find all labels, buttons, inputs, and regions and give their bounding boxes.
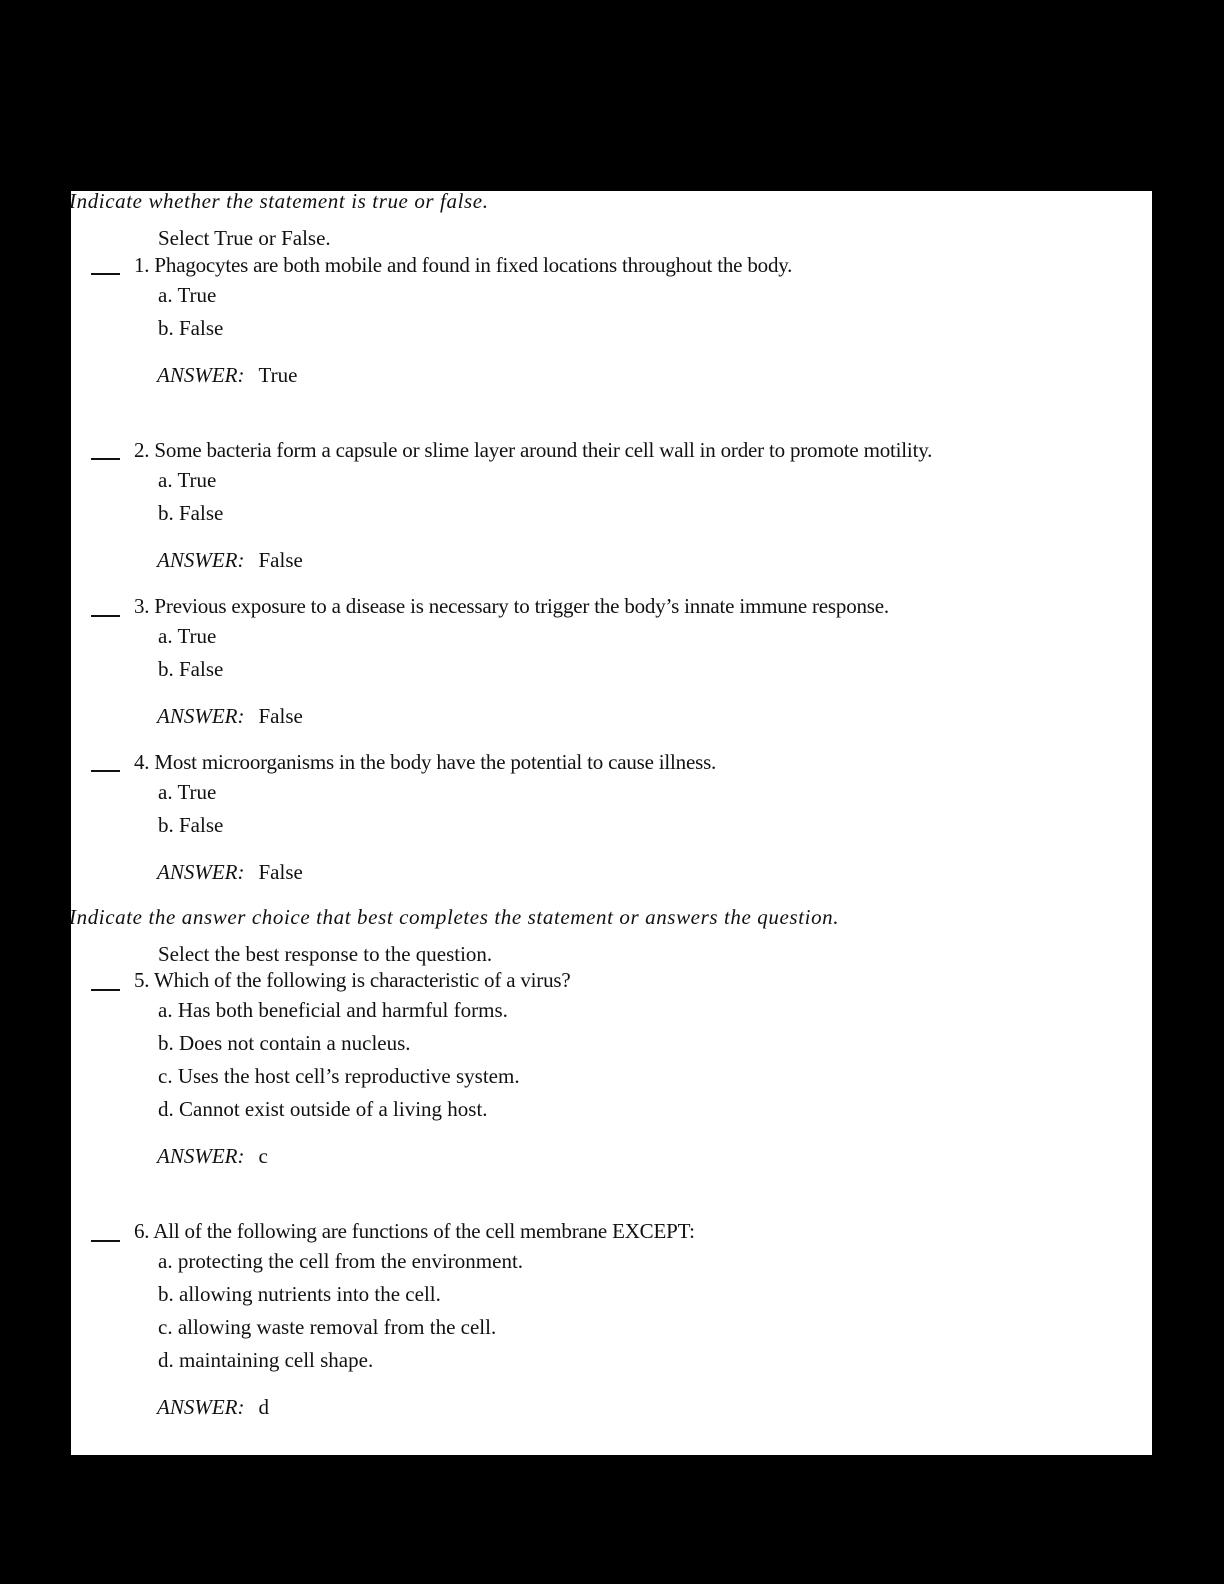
question-5-option-a: a. Has both beneficial and harmful forms. bbox=[158, 998, 508, 1022]
question-text: Phagocytes are both mobile and found in fixed locations throughout the body. bbox=[154, 253, 793, 277]
question-3 bbox=[134, 594, 889, 619]
question-3-option-b: b. False bbox=[158, 657, 224, 681]
answer-blank-5[interactable] bbox=[91, 989, 120, 991]
answer-blank-4[interactable] bbox=[91, 770, 120, 772]
question-6-option-c: c. allowing waste removal from the cell. bbox=[158, 1315, 497, 1339]
answer-value: False bbox=[258, 548, 303, 572]
question-number: 5. bbox=[134, 968, 150, 992]
question-5 bbox=[134, 968, 570, 993]
question-5-option-d: d. Cannot exist outside of a living host. bbox=[158, 1097, 488, 1121]
question-5-answer bbox=[157, 1144, 268, 1169]
answer-blank-1[interactable] bbox=[91, 273, 120, 275]
question-text: Previous exposure to a disease is necessary to trigger the body’s innate immune response. bbox=[154, 594, 889, 618]
answer-label: ANSWER: bbox=[157, 704, 245, 728]
question-3-option-a: a. True bbox=[158, 624, 217, 648]
question-text: Which of the following is characteristic of a virus? bbox=[154, 968, 571, 992]
question-5-option-b: b. Does not contain a nucleus. bbox=[158, 1031, 411, 1055]
section-2-subinstruction: Select the best response to the question. bbox=[158, 942, 493, 966]
question-3-answer bbox=[157, 704, 303, 729]
question-text: Some bacteria form a capsule or slime layer around their cell wall in order to promote motility. bbox=[154, 438, 933, 462]
question-4-answer bbox=[157, 860, 303, 885]
question-text: Most microorganisms in the body have the potential to cause illness. bbox=[154, 750, 717, 774]
section-1-subinstruction: Select True or False. bbox=[158, 226, 331, 250]
question-1 bbox=[134, 253, 792, 278]
answer-blank-6[interactable] bbox=[91, 1240, 120, 1242]
question-4-option-b: b. False bbox=[158, 813, 224, 837]
section-1-instruction: Indicate whether the statement is true or false. bbox=[69, 189, 489, 213]
document-page bbox=[71, 191, 1152, 1455]
question-4 bbox=[134, 750, 716, 775]
question-text: All of the following are functions of the cell membrane EXCEPT: bbox=[153, 1219, 695, 1243]
question-6-answer bbox=[157, 1395, 269, 1420]
answer-value: False bbox=[258, 860, 303, 884]
answer-label: ANSWER: bbox=[157, 1395, 245, 1419]
answer-blank-2[interactable] bbox=[91, 458, 120, 460]
answer-blank-3[interactable] bbox=[91, 615, 120, 617]
question-number: 4. bbox=[134, 750, 150, 774]
question-6-option-a: a. protecting the cell from the environment. bbox=[158, 1249, 524, 1273]
question-1-answer bbox=[157, 363, 297, 388]
question-5-option-c: c. Uses the host cell’s reproductive system. bbox=[158, 1064, 520, 1088]
question-number: 2. bbox=[134, 438, 150, 462]
question-4-option-a: a. True bbox=[158, 780, 217, 804]
question-6-option-d: d. maintaining cell shape. bbox=[158, 1348, 374, 1372]
answer-value: c bbox=[258, 1144, 268, 1168]
question-6 bbox=[134, 1219, 695, 1244]
question-number: 1. bbox=[134, 253, 150, 277]
question-2 bbox=[134, 438, 932, 463]
answer-value: False bbox=[258, 704, 303, 728]
question-number: 6. bbox=[134, 1219, 150, 1243]
question-6-option-b: b. allowing nutrients into the cell. bbox=[158, 1282, 441, 1306]
answer-label: ANSWER: bbox=[157, 860, 245, 884]
question-2-option-a: a. True bbox=[158, 468, 217, 492]
question-1-option-b: b. False bbox=[158, 316, 224, 340]
answer-label: ANSWER: bbox=[157, 363, 245, 387]
answer-value: True bbox=[258, 363, 298, 387]
question-2-answer bbox=[157, 548, 303, 573]
answer-label: ANSWER: bbox=[157, 548, 245, 572]
answer-value: d bbox=[258, 1395, 269, 1419]
question-2-option-b: b. False bbox=[158, 501, 224, 525]
question-1-option-a: a. True bbox=[158, 283, 217, 307]
section-2-instruction: Indicate the answer choice that best completes the statement or answers the question. bbox=[69, 905, 840, 929]
answer-label: ANSWER: bbox=[157, 1144, 245, 1168]
question-number: 3. bbox=[134, 594, 150, 618]
